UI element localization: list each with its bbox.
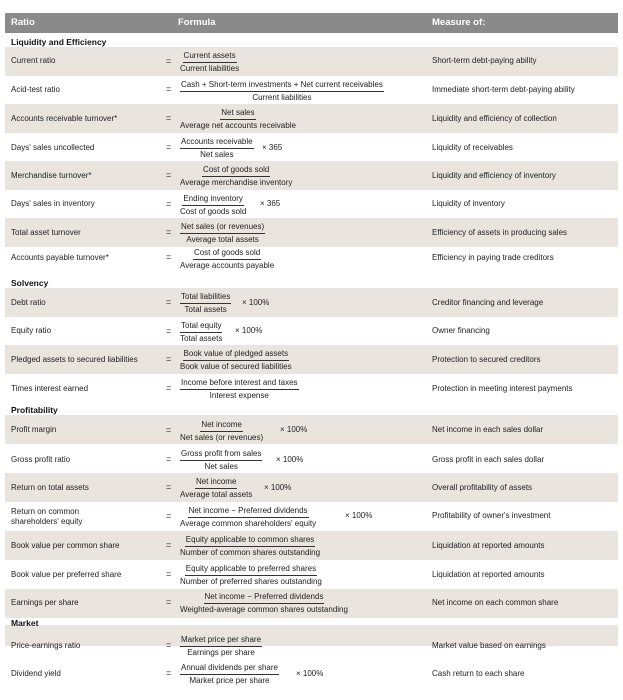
measure-text: Liquidity of inventory: [432, 199, 505, 208]
formula-fraction: [180, 137, 254, 160]
formula-denominator: Cost of goods sold: [180, 207, 247, 216]
measure-text: Efficiency of assets in producing sales: [432, 228, 568, 237]
formula-numerator: Net income: [195, 477, 237, 489]
formula-multiplier: × 100%: [242, 298, 270, 307]
ratio-name: Times interest earned: [11, 384, 89, 393]
header-formula: Formula: [178, 17, 216, 28]
measure-text: Protection to secured creditors: [432, 355, 541, 364]
measure-text: Liquidation at reported amounts: [432, 570, 545, 579]
measure-text: Immediate short-term debt-paying ability: [432, 85, 575, 94]
equals-sign: =: [166, 354, 172, 364]
equals-sign: =: [166, 482, 172, 492]
ratio-name: Acid-test ratio: [11, 85, 60, 94]
measure-text: Protection in meeting interest payments: [432, 384, 573, 393]
formula-denominator: Net sales: [204, 462, 238, 471]
measure-text: Liquidity and efficiency of inventory: [432, 171, 556, 180]
equals-sign: =: [166, 56, 172, 66]
formula-fraction: [180, 506, 316, 529]
formula-denominator: Average net accounts receivable: [180, 121, 296, 130]
formula-denominator: Average total assets: [180, 490, 253, 499]
equals-sign: =: [166, 383, 172, 393]
equals-sign: =: [166, 511, 172, 521]
formula-denominator: Average common shareholders' equity: [180, 519, 317, 528]
measure-text: Net income on each common share: [432, 598, 559, 607]
equals-sign: =: [166, 84, 172, 94]
ratio-name-line2: shareholders' equity: [11, 517, 83, 526]
equals-sign: =: [166, 326, 172, 336]
formula-numerator: Accounts receivable: [180, 137, 254, 149]
section-solvency: Solvency: [11, 278, 49, 288]
equals-sign: =: [166, 297, 172, 307]
formula-numerator: Market price per share: [180, 635, 262, 647]
formula-fraction: [180, 108, 296, 131]
equals-sign: =: [166, 199, 172, 209]
formula-fraction: [180, 378, 299, 401]
formula-denominator: Average accounts payable: [180, 261, 275, 270]
ratio-name: Return on total assets: [11, 483, 89, 492]
measure-text: Net income in each sales dollar: [432, 425, 544, 434]
equals-sign: =: [166, 425, 172, 435]
formula-denominator: Current liabilities: [252, 93, 312, 102]
ratio-name-line1: Return on common: [11, 507, 80, 516]
formula-fraction: [180, 165, 292, 188]
measure-text: Liquidation at reported amounts: [432, 541, 545, 550]
equals-sign: =: [166, 569, 172, 579]
ratio-name: Debt ratio: [11, 298, 46, 307]
formula-numerator: Cost of goods sold: [193, 248, 261, 260]
formula-multiplier: × 100%: [235, 326, 263, 335]
formula-fraction: [180, 222, 265, 245]
formula-denominator: Current liabilities: [180, 64, 240, 73]
ratio-name: Dividend yield: [11, 669, 61, 678]
formula-fraction: [180, 663, 279, 686]
equals-sign: =: [166, 640, 172, 650]
formula-numerator: Total liabilities: [180, 292, 231, 304]
ratio-name: Book value per common share: [11, 541, 120, 550]
ratio-name: [11, 507, 82, 527]
measure-text: Market value based on earnings: [432, 641, 546, 650]
ratio-name: Current ratio: [11, 56, 56, 65]
formula-multiplier: × 365: [260, 199, 281, 208]
formula-multiplier: × 100%: [280, 425, 308, 434]
formula-fraction: [180, 635, 262, 658]
formula-denominator: Total assets: [184, 305, 227, 314]
formula-numerator: Cash + Short-term investments + Net current receivables: [180, 80, 384, 92]
formula-denominator: Earnings per share: [187, 648, 255, 657]
formula-multiplier: × 100%: [345, 511, 373, 520]
formula-numerator: Net income: [200, 420, 242, 432]
equals-sign: =: [166, 113, 172, 123]
formula-numerator: Equity applicable to common shares: [185, 535, 316, 547]
formula-fraction: [180, 194, 246, 217]
formula-denominator: Net sales (or revenues): [180, 433, 264, 442]
formula-denominator: Average total assets: [186, 235, 259, 244]
measure-text: Profitability of owner's investment: [432, 511, 551, 520]
ratio-name: Equity ratio: [11, 326, 52, 335]
table-header: [5, 13, 618, 33]
equals-sign: =: [166, 227, 172, 237]
formula-fraction: [180, 321, 222, 344]
formula-numerator: Current assets: [183, 51, 237, 63]
formula-denominator: Interest expense: [209, 391, 269, 400]
formula-fraction: [180, 449, 262, 472]
formula-numerator: Total equity: [180, 321, 222, 333]
measure-text: Short-term debt-paying ability: [432, 56, 537, 65]
measure-text: Liquidity of receivables: [432, 143, 513, 152]
formula-fraction: [180, 592, 348, 615]
equals-sign: =: [166, 668, 172, 678]
ratio-name: Merchandise turnover*: [11, 171, 92, 180]
ratio-name: Book value per preferred share: [11, 570, 122, 579]
measure-text: Creditor financing and leverage: [432, 298, 544, 307]
measure-text: Overall profitability of assets: [432, 483, 533, 492]
formula-fraction: [180, 477, 252, 500]
formula-numerator: Book value of pledged assets: [183, 349, 290, 361]
formula-fraction: [180, 292, 231, 315]
measure-text: Efficiency in paying trade creditors: [432, 253, 554, 262]
formula-numerator: Cost of goods sold: [202, 165, 270, 177]
ratio-name: Earnings per share: [11, 598, 79, 607]
equals-sign: =: [166, 170, 172, 180]
measure-text: Owner financing: [432, 326, 490, 335]
formula-numerator: Income before interest and taxes: [180, 378, 299, 390]
formula-denominator: Weighted-average common shares outstanding: [180, 605, 348, 614]
section-profitability: Profitability: [11, 405, 58, 415]
formula-fraction: [180, 535, 320, 558]
formula-numerator: Annual dividends per share: [180, 663, 279, 675]
ratio-name: Days' sales in inventory: [11, 199, 95, 208]
ratio-name: Profit margin: [11, 425, 57, 434]
formula-denominator: Number of preferred shares outstanding: [180, 577, 322, 586]
formula-numerator: Net sales (or revenues): [180, 222, 265, 234]
formula-numerator: Net income − Preferred dividends: [204, 592, 325, 604]
ratio-name: Accounts payable turnover*: [11, 253, 109, 262]
ratio-name: Gross profit ratio: [11, 455, 71, 464]
equals-sign: =: [166, 597, 172, 607]
formula-denominator: Market price per share: [189, 676, 270, 685]
formula-denominator: Net sales: [200, 150, 234, 159]
formula-multiplier: × 365: [262, 143, 283, 152]
ratio-name: Price-earnings ratio: [11, 641, 81, 650]
equals-sign: =: [166, 142, 172, 152]
equals-sign: =: [166, 252, 172, 262]
formula-numerator: Net income − Preferred dividends: [188, 506, 309, 518]
measure-text: Liquidity and efficiency of collection: [432, 114, 557, 123]
formula-multiplier: × 100%: [296, 669, 324, 678]
formula-numerator: Ending inventory: [182, 194, 244, 206]
formula-numerator: Equity applicable to preferred shares: [185, 564, 317, 576]
formula-numerator: Gross profit from sales: [180, 449, 262, 461]
formula-denominator: Number of common shares outstanding: [180, 548, 321, 557]
formula-fraction: [180, 349, 292, 372]
section-market: Market: [11, 618, 39, 628]
equals-sign: =: [166, 454, 172, 464]
formula-denominator: Average merchandise inventory: [180, 178, 293, 187]
formula-fraction: [180, 51, 239, 74]
header-ratio: Ratio: [11, 17, 35, 28]
ratio-name: Accounts receivable turnover*: [11, 114, 118, 123]
ratio-name: Total asset turnover: [11, 228, 81, 237]
measure-text: Cash return to each share: [432, 669, 525, 678]
measure-text: Gross profit in each sales dollar: [432, 455, 545, 464]
header-measure: Measure of:: [432, 17, 486, 28]
formula-fraction: [180, 248, 274, 271]
formula-fraction: [180, 420, 263, 443]
formula-fraction: [180, 80, 384, 103]
section-liquidity: Liquidity and Efficiency: [11, 37, 107, 47]
formula-denominator: Book value of secured liabilities: [180, 362, 292, 371]
ratio-name: Days' sales uncollected: [11, 143, 95, 152]
formula-multiplier: × 100%: [264, 483, 292, 492]
formula-denominator: Total assets: [180, 334, 223, 343]
formula-multiplier: × 100%: [276, 455, 304, 464]
ratio-name: Pledged assets to secured liabilities: [11, 355, 138, 364]
equals-sign: =: [166, 540, 172, 550]
formula-numerator: Net sales: [220, 108, 255, 120]
formula-fraction: [180, 564, 322, 587]
